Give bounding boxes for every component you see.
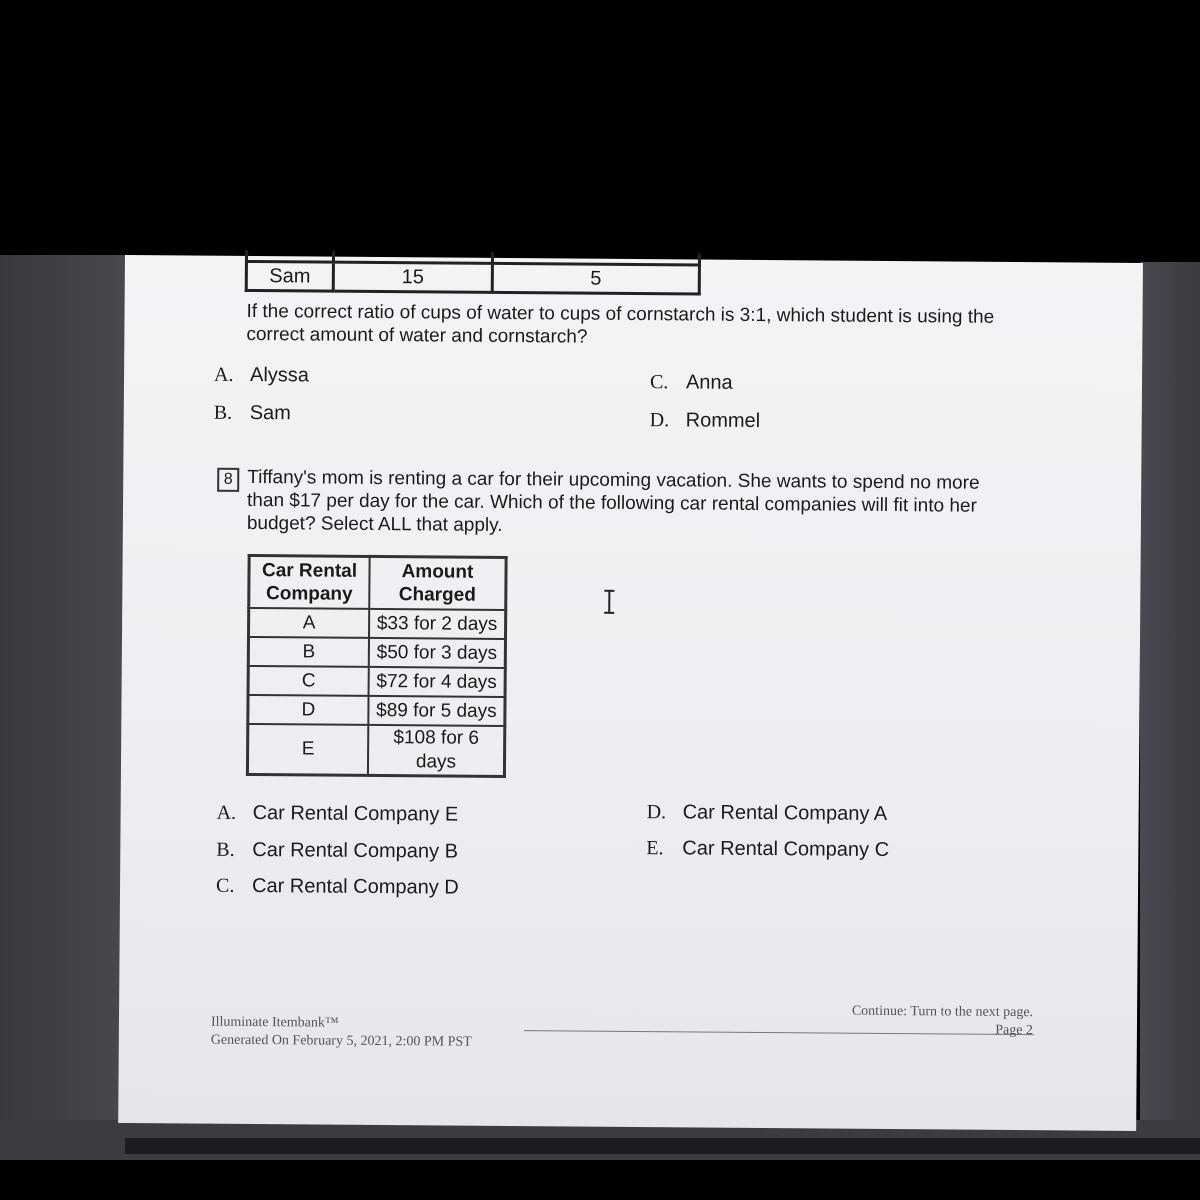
- table-row: [249, 608, 506, 639]
- continue-note: Continue: Turn to the next page.: [851, 1003, 1034, 1021]
- table-row: [248, 637, 505, 668]
- question-7-text: If the correct ratio of cups of water to cups of cornstarch is 3:1, which student is using the correct amount of water and cornstarch?: [246, 300, 995, 348]
- page-number: Page 2: [995, 1022, 1033, 1039]
- q8-choice-b[interactable]: B. Car Rental Company B: [216, 838, 459, 863]
- company-cell: C: [248, 666, 369, 696]
- monitor-bezel-left: [0, 255, 125, 1155]
- page-footer-left: [211, 1014, 472, 1052]
- text-cursor-icon: [602, 589, 616, 615]
- amount-cell: $108 for 6 days: [368, 725, 505, 777]
- brand-label: Illuminate Itembank™: [210, 1014, 339, 1031]
- q8-choice-a[interactable]: A. Car Rental Company E: [216, 801, 459, 826]
- q8-choice-c[interactable]: C. Car Rental Company D: [215, 874, 459, 899]
- page-footer-right: [813, 1002, 1033, 1040]
- q8-choice-d[interactable]: D. Car Rental Company A: [646, 801, 888, 826]
- table-row: [248, 695, 505, 726]
- cornstarch-cups-cell: 5: [492, 263, 699, 294]
- water-cups-cell: 15: [333, 262, 492, 292]
- company-cell: E: [247, 724, 368, 775]
- previous-ratio-table: [245, 250, 701, 296]
- q8-choice-e[interactable]: E. Car Rental Company C: [646, 837, 890, 862]
- table-row: [247, 724, 504, 777]
- amount-cell: $89 for 5 days: [368, 696, 505, 726]
- amount-cell: $72 for 4 days: [369, 667, 506, 697]
- company-cell: D: [248, 695, 369, 725]
- header-amount: Amount Charged: [369, 556, 506, 610]
- q7-choice-a[interactable]: A. Alyssa: [213, 363, 310, 387]
- car-rental-table: [246, 554, 508, 778]
- q7-choice-b[interactable]: B. Sam: [213, 401, 291, 425]
- question-8-text: Tiffany's mom is renting a car for their upcoming vacation. She wants to spend no more than $17 per day for the car. Which of the following car rental companies will fit into her budget? Select ALL that apply.: [246, 466, 980, 536]
- header-company: Car Rental Company: [249, 555, 370, 608]
- monitor-bezel-edge: [125, 1138, 1200, 1154]
- worksheet-page: [118, 255, 1143, 1131]
- q7-choice-d[interactable]: D. Rommel: [649, 409, 761, 432]
- table-row: [248, 666, 505, 697]
- generated-timestamp: Generated On February 5, 2021, 2:00 PM PST: [210, 1032, 472, 1050]
- question-number-badge: 8: [217, 468, 239, 492]
- q7-choice-c[interactable]: C. Anna: [649, 371, 733, 394]
- monitor-bezel-right: [1140, 262, 1200, 1152]
- table-row: [246, 261, 699, 294]
- table-header-row: [249, 555, 506, 610]
- student-name-cell: Sam: [246, 261, 333, 291]
- company-cell: A: [249, 608, 370, 638]
- company-cell: B: [248, 637, 369, 667]
- amount-cell: $50 for 3 days: [369, 638, 506, 668]
- amount-cell: $33 for 2 days: [369, 609, 506, 639]
